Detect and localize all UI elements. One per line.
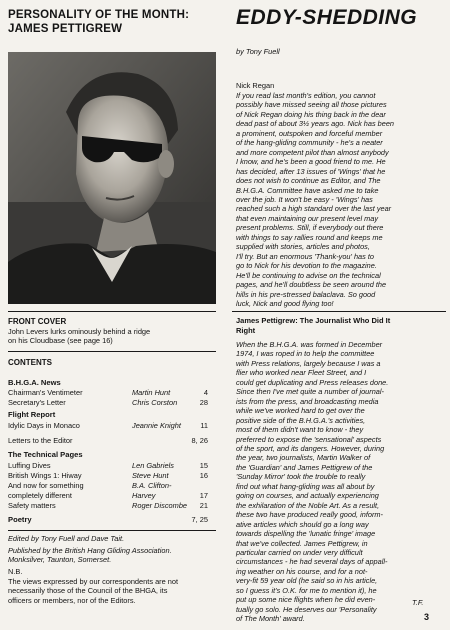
article-line: I'll try. But an enormous 'Thank-you' has to [236, 251, 374, 261]
article-line: pages, and he'll doubtless be seen around the [236, 280, 387, 290]
section-poetry: Poetry [8, 515, 32, 524]
nick-regan-heading: Nick Regan [236, 81, 275, 90]
article-line: particular carried on under very difficult [236, 547, 363, 557]
disclaimer [8, 577, 222, 605]
section-bhga-news: B.H.G.A. News [8, 378, 61, 387]
disclaimer-line: necessarily those of the Council of the BHGA, its [8, 586, 168, 596]
article-line: preferred to expose the 'sensational' aspects [236, 434, 382, 444]
portrait-photo-graphic [8, 52, 216, 304]
contents-row-author: Chris Corston [132, 398, 178, 407]
credits-rule [8, 530, 216, 531]
contents-heading: CONTENTS [8, 358, 52, 367]
nb-heading: N.B. [8, 567, 23, 576]
article-line: of the hang-gliding community - he's a neater [236, 138, 383, 148]
article-line: the 'Guardian' and James Pettigrew of the [236, 462, 373, 472]
article-line: He'll be continuing to advise on the technical [236, 270, 381, 280]
contents-row-title: Letters to the Editor [8, 436, 73, 445]
personality-title-line1: PERSONALITY OF THE MONTH: [8, 9, 190, 21]
article-line: 1974, I was roped in to help the committee [236, 349, 375, 359]
article-line: of The Month' award. [236, 614, 305, 624]
contents-row-page: 21 [199, 501, 208, 510]
portrait-photo [8, 52, 216, 304]
article-line: luck, Nick and good flying too! [236, 298, 334, 308]
contents-row-page: 4 [203, 388, 208, 397]
contents-rule [8, 351, 216, 352]
contents-row-page: 17 [199, 491, 208, 500]
contents-row-author: Roger Discombe [132, 501, 188, 510]
disclaimer-line: officers or members, nor of the Editors. [8, 595, 136, 605]
signature: T.F. [412, 598, 424, 607]
article-line: If you read last month's edition, you cannot [236, 91, 376, 100]
eddy-shedding-title: EDDY-SHEDDING [236, 6, 418, 29]
published-by [8, 546, 222, 565]
contents-row-page: 16 [199, 471, 208, 480]
article-line: ing weather on his course, and for a not- [236, 566, 368, 576]
article-line: I know, and he's been a good friend to me. He [236, 157, 386, 167]
pettigrew-heading-line1: James Pettigrew: The Journalist Who Did It [236, 316, 391, 325]
contents-row-title: British Wings 1: Hiway [8, 471, 82, 480]
article-line: over the job. It won't be easy - 'Wings' has [236, 194, 373, 204]
contents-row-title: Luffing Dives [8, 461, 51, 470]
article-line: go to Nick for his devotion to the magazine. [236, 261, 377, 271]
byline: by Tony Fuell [236, 47, 280, 56]
disclaimer-line: The views expressed by our correspondents are not [8, 577, 179, 586]
front-cover-heading: FRONT COVER [8, 317, 67, 326]
article-line: circumstances - he had several days of appall- [236, 557, 388, 567]
page-number: 3 [424, 612, 430, 622]
contents-row-title: Safety matters [8, 501, 56, 510]
pettigrew-article [236, 340, 448, 624]
contents-row-author: Martin Hunt [132, 388, 171, 397]
front-cover-rule [8, 311, 216, 312]
published-by-line1: Published by the British Hang Gliding Association. [8, 546, 172, 555]
contents-row-title: completely different [8, 491, 72, 500]
article-line: these two have produced really good, inform- [236, 510, 383, 520]
contents-row-title: Secretary's Letter [8, 398, 66, 407]
article-line: ists from the press, and broadcasting media [236, 396, 379, 406]
article-line: tually go solo. He deserves our 'Personality [236, 604, 377, 614]
article-line: ative articles which should go a long way [236, 519, 369, 529]
article-line: possibly have missed seeing all those pictures [236, 100, 387, 110]
contents-row-author: Harvey [132, 491, 156, 500]
contents-row-author: B.A. Clifton- [132, 481, 172, 490]
article-line: with things to say rallies round and keeps me [236, 232, 383, 242]
contents-row-title: Idylic Days in Monaco [8, 421, 80, 430]
article-line: towards dispelling the 'lunatic fringe' image [236, 529, 376, 539]
article-line: with Press relations, largely because I was a [236, 358, 381, 368]
front-cover-caption-line1: John Levers lurks ominously behind a ridge [8, 327, 151, 336]
contents-row-page: 11 [200, 421, 208, 430]
edited-by: Edited by Tony Fuell and Dave Tait. [8, 534, 125, 543]
article-line: 'Sunday Mirror' took the trouble to really [236, 472, 366, 482]
contents-row-title: Chairman's Ventimeter [8, 388, 83, 397]
contents-row-title: And now for something [8, 481, 84, 490]
contents-row-page: 15 [199, 461, 208, 470]
article-divider [232, 311, 446, 312]
front-cover-caption [8, 327, 220, 346]
personality-title-line2: JAMES PETTIGREW [8, 23, 123, 35]
article-line: When the B.H.G.A. was formed in December [236, 340, 383, 349]
article-line: the exhilaration of the Noble Art. As a result, [236, 500, 380, 510]
section-technical-pages: The Technical Pages [8, 450, 83, 459]
contents-row-page: 8, 26 [191, 436, 208, 445]
article-line: Since then I've met quite a number of journal- [236, 387, 384, 397]
article-line: hills in his pre-stressed balaclava. So good [236, 289, 376, 299]
article-line: find out what hang-gliding was all about by [236, 481, 375, 491]
nick-regan-article [236, 91, 448, 308]
article-line: of Nick Regan doing his thing back in the dear [236, 109, 386, 119]
published-by-line2: Monksilver, Taunton, Somerset. [8, 555, 112, 565]
article-line: that even maintaining our present level may [236, 213, 379, 223]
article-line: a prominent, outspoken and forceful member [236, 128, 383, 138]
article-line: very-fit 59 year old (he said so in his article, [236, 576, 378, 586]
article-line: supplied with stories, articles and photos, [236, 242, 370, 252]
article-line: put up some nice flights when he did even- [236, 595, 376, 605]
article-line: that we've collected. James Pettigrew, in [236, 538, 368, 548]
article-line: reached such a high standard over the last year [236, 204, 392, 214]
article-line: while we've worked hard to get over the [236, 406, 365, 416]
article-line: does not wish to continue as Editor, and The [236, 176, 381, 186]
section-flight-report: Flight Report [8, 410, 56, 419]
pettigrew-heading [236, 316, 448, 335]
contents-row-author: Jeannie Knight [132, 421, 181, 430]
article-line: so I guess it's O.K. for me to mention it), he [236, 585, 377, 595]
article-line: could get duplicating and Press releases done. [236, 377, 389, 387]
article-line: the year, two journalists, Martin Walker of [236, 453, 371, 463]
pettigrew-heading-line2: Right [236, 325, 256, 335]
front-cover-caption-line2: on his Cloudbase (see page 16) [8, 336, 113, 346]
contents-row-page: 7, 25 [191, 515, 208, 524]
personality-title [8, 8, 223, 36]
article-line: has decided, after 13 issues of 'Wings' that he [236, 166, 386, 176]
contents-row-page: 28 [199, 398, 208, 407]
article-line: positive side of the B.H.G.A.'s activities, [236, 415, 366, 425]
article-line: flier who worked near Fleet Street, and I [236, 368, 367, 378]
contents-row-author: Steve Hunt [132, 471, 169, 480]
article-line: going on courses, and actually experiencing [236, 491, 379, 501]
article-line: and more competent pilot than almost anybody [236, 147, 389, 157]
article-line: dead past of about 3½ years ago. Nick has been [236, 119, 394, 129]
article-line: most of them didn't want to know - they [236, 425, 364, 435]
article-line: of the sport, and its dangers. However, during [236, 443, 385, 453]
contents-row-author: Len Gabriels [132, 461, 174, 470]
article-line: present problems. Still, if everybody out there [236, 223, 384, 233]
article-line: B.H.G.A. Committee have asked me to take [236, 185, 379, 195]
